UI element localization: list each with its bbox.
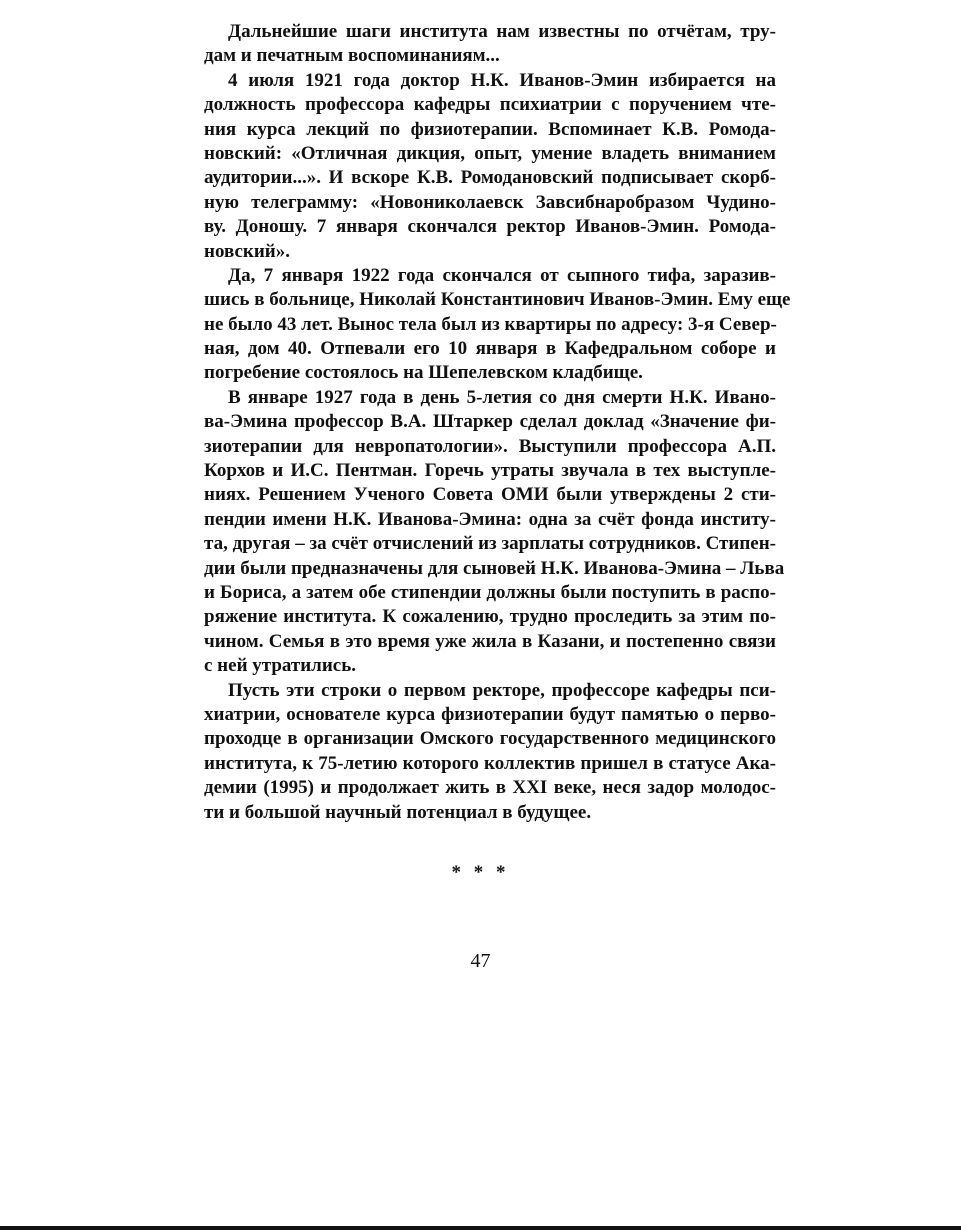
text-line: ния курса лекций по физиотерапии. Вспоминает К.В. Ромода-	[204, 118, 776, 140]
text-line: аудитории...». И вскоре К.В. Ромодановский подписывает скорб-	[204, 167, 776, 189]
text-line: Пусть эти строки о первом ректоре, профессоре кафедры пси-	[228, 679, 776, 701]
text-line: чином. Семья в это время уже жила в Казани, и постепенно связи	[204, 630, 776, 652]
text-line: Корхов и И.С. Пентман. Горечь утраты звучала в тех выступле-	[204, 460, 776, 482]
bottom-rule	[0, 1226, 961, 1230]
text-line: ти и большой научный потенциал в будущее.	[204, 801, 592, 823]
text-line: дии были предназначены для сыновей Н.К. Иванова-Эмина – Льва	[204, 557, 785, 579]
text-line: В январе 1927 года в день 5-летия со дня смерти Н.К. Ивано-	[228, 386, 776, 408]
text-line: ниях. Решением Ученого Совета ОМИ были утверждены 2 сти-	[204, 484, 776, 506]
text-line: новский: «Отличная дикция, опыт, умение владеть вниманием	[204, 142, 776, 164]
text-line: института, к 75-летию которого коллектив пришел в статусе Ака-	[204, 752, 776, 774]
page-text	[204, 20, 791, 825]
page-number: 47	[470, 950, 491, 972]
text-line: с ней утратились.	[204, 655, 357, 677]
text-line: ряжение института. К сожалению, трудно проследить за этим по-	[204, 606, 776, 628]
text-line: пендии имени Н.К. Иванова-Эмина: одна за счёт фонда институ-	[204, 508, 776, 530]
text-line: та, другая – за счёт отчислений из зарплаты сотрудников. Стипен-	[204, 533, 776, 555]
text-line: ву. Доношу. 7 января скончался ректор Иванов-Эмин. Ромода-	[204, 216, 776, 238]
text-line: ная, дом 40. Отпевали его 10 января в Кафедральном соборе и	[204, 338, 776, 360]
text-line: проходце в организации Омского государственного медицинского	[204, 728, 776, 750]
text-line: 4 июля 1921 года доктор Н.К. Иванов-Эмин избирается на	[228, 69, 776, 91]
text-line: Да, 7 января 1922 года скончался от сыпного тифа, заразив-	[228, 264, 776, 286]
text-line: дам и печатным воспоминаниям...	[204, 45, 500, 67]
text-line: зиотерапии для невропатологии». Выступили профессора А.П.	[204, 435, 776, 457]
text-line: и Бориса, а затем обе стипендии должны были поступить в распо-	[204, 581, 776, 603]
section-separator: * * *	[451, 862, 510, 883]
text-line: должность профессора кафедры психиатрии с поручением чте-	[204, 94, 776, 116]
text-line: погребение состоялось на Шепелевском кладбище.	[204, 362, 643, 384]
text-line: хиатрии, основателе курса физиотерапии будут памятью о перво-	[204, 703, 776, 725]
text-line: ва-Эмина профессор В.А. Штаркер сделал доклад «Значение фи-	[204, 411, 776, 433]
text-line: демии (1995) и продолжает жить в XXI веке, неся задор молодос-	[204, 777, 776, 799]
text-line: не было 43 лет. Вынос тела был из квартиры по адресу: 3-я Север-	[204, 313, 777, 335]
text-line: Дальнейшие шаги института нам известны по отчётам, тру-	[228, 21, 776, 42]
text-line: шись в больнице, Николай Константинович Иванов-Эмин. Ему еще	[204, 289, 791, 311]
text-line: ную телеграмму: «Новониколаевск Завсибнаробразом Чудино-	[204, 191, 776, 213]
text-line: новский».	[204, 240, 290, 262]
